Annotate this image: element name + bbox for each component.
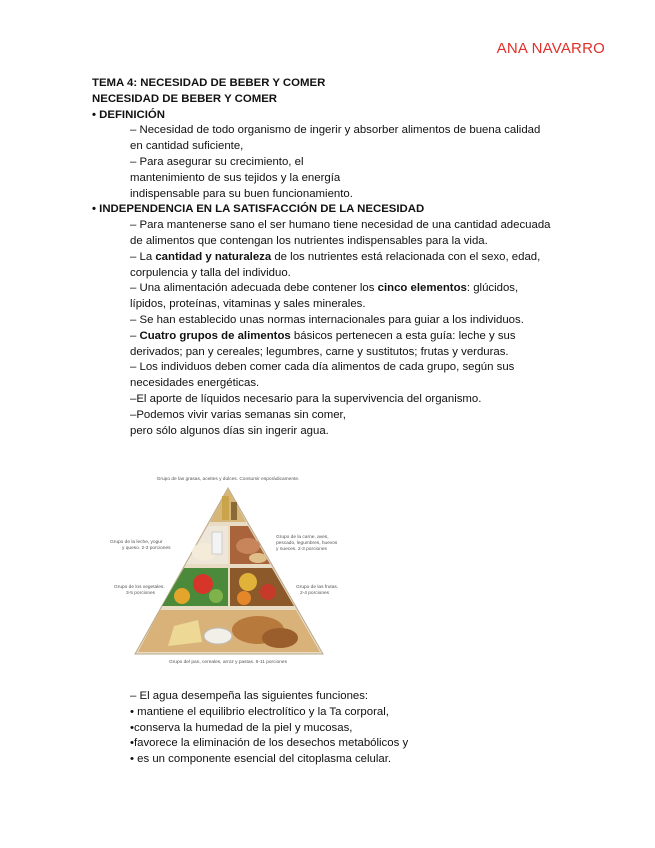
- pyramid-label-vegetables: Grupo de los vegetales.: [114, 585, 165, 590]
- independence-line: derivados; pan y cereales; legumbres, carne y sustitutos; frutas y verduras.: [130, 345, 509, 358]
- independence-line: lípidos, proteínas, vitaminas y sales minerales.: [130, 298, 366, 311]
- definition-line: mantenimiento de sus tejidos y la energía: [130, 171, 341, 184]
- text-run: de los nutrientes está relacionada con el sexo, edad,: [271, 250, 541, 263]
- document-subtitle: NECESIDAD DE BEBER Y COMER: [92, 92, 278, 105]
- pyramid-label-fats: Grupo de las grasas, aceites y dulces. Consumir esporádicamente.: [156, 477, 300, 482]
- independence-line: corpulencia y talla del individuo.: [130, 266, 291, 279]
- pyramid-label-meat-portions: y nueces. 2-3 porciones: [276, 547, 327, 552]
- document-body: [92, 76, 572, 439]
- food-pyramid-graphic: [108, 466, 348, 668]
- independence-line: [92, 250, 572, 266]
- water-function-item: •conserva la humedad de la piel y mucosas,: [130, 721, 353, 734]
- pyramid-label-meat-2: pescado, legumbres, huevos: [276, 541, 338, 546]
- food-pyramid-figure: [108, 466, 348, 668]
- text-run: – La: [130, 250, 156, 263]
- definition-line: indispensable para su buen funcionamiento.: [130, 187, 353, 200]
- document-title: TEMA 4: NECESIDAD DE BEBER Y COMER: [92, 77, 326, 89]
- water-function-item: •favorece la eliminación de los desechos metabólicos y: [130, 737, 409, 750]
- pyramid-label-fruits: Grupo de las frutas.: [296, 585, 339, 590]
- independence-line: – Se han establecido unas normas internacionales para guiar a los individuos.: [130, 313, 524, 326]
- bold-term: cinco elementos: [377, 282, 467, 295]
- definition-line: – Necesidad de todo organismo de ingerir y absorber alimentos de buena calidad: [130, 124, 541, 137]
- independence-line: – Para mantenerse sano el ser humano tiene necesidad de una cantidad adecuada: [130, 219, 551, 232]
- bold-term: cantidad y naturaleza: [155, 250, 272, 263]
- independence-line: necesidades energéticas.: [130, 377, 260, 390]
- independence-line: –El aporte de líquidos necesario para la supervivencia del organismo.: [130, 392, 482, 405]
- water-function-item: • es un componente esencial del citoplasma celular.: [130, 753, 392, 766]
- independence-line: [92, 281, 572, 297]
- author-name: ANA NAVARRO: [496, 40, 605, 57]
- text-run: básicos pertenecen a esta guía: leche y sus: [290, 329, 516, 342]
- text-run: –: [130, 329, 140, 342]
- independence-line: [92, 329, 572, 345]
- independence-line: de alimentos que contengan los nutrientes indispensables para la vida.: [130, 234, 488, 247]
- water-function-item: • mantiene el equilibrio electrolítico y la Ta corporal,: [130, 705, 389, 718]
- text-run: : glúcidos,: [466, 282, 519, 295]
- independence-line: pero sólo algunos días sin ingerir agua.: [130, 424, 329, 437]
- section-heading-independence: • INDEPENDENCIA EN LA SATISFACCIÓN DE LA NECESIDAD: [92, 203, 425, 216]
- water-functions: [130, 689, 408, 768]
- independence-line: –Podemos vivir varias semanas sin comer,: [130, 408, 346, 421]
- pyramid-label-dairy-portions: y queso. 2-3 porciones: [122, 546, 171, 551]
- pyramid-label-fruits-portions: 2-4 porciones: [300, 591, 330, 596]
- pyramid-label-meat: Grupo de la carne, aves,: [276, 535, 329, 540]
- pyramid-label-vegetables-portions: 3-5 porciones: [126, 591, 156, 596]
- text-run: – Una alimentación adecuada debe contener los: [130, 282, 378, 295]
- independence-line: – Los individuos deben comer cada día alimentos de cada grupo, según sus: [130, 361, 515, 374]
- pyramid-label-dairy: Grupo de la leche, yogur: [110, 540, 163, 545]
- definition-line: – Para asegurar su crecimiento, el: [130, 155, 304, 168]
- pyramid-label-bread: Grupo del pan, cereales, arroz y pastas. 6-11 porciones: [168, 660, 288, 665]
- water-intro: – El agua desempeña las siguientes funciones:: [130, 690, 369, 702]
- definition-line: en cantidad suficiente,: [130, 140, 244, 153]
- bold-term: Cuatro grupos de alimentos: [139, 329, 291, 342]
- section-heading-definition: • DEFINICIÓN: [92, 108, 165, 121]
